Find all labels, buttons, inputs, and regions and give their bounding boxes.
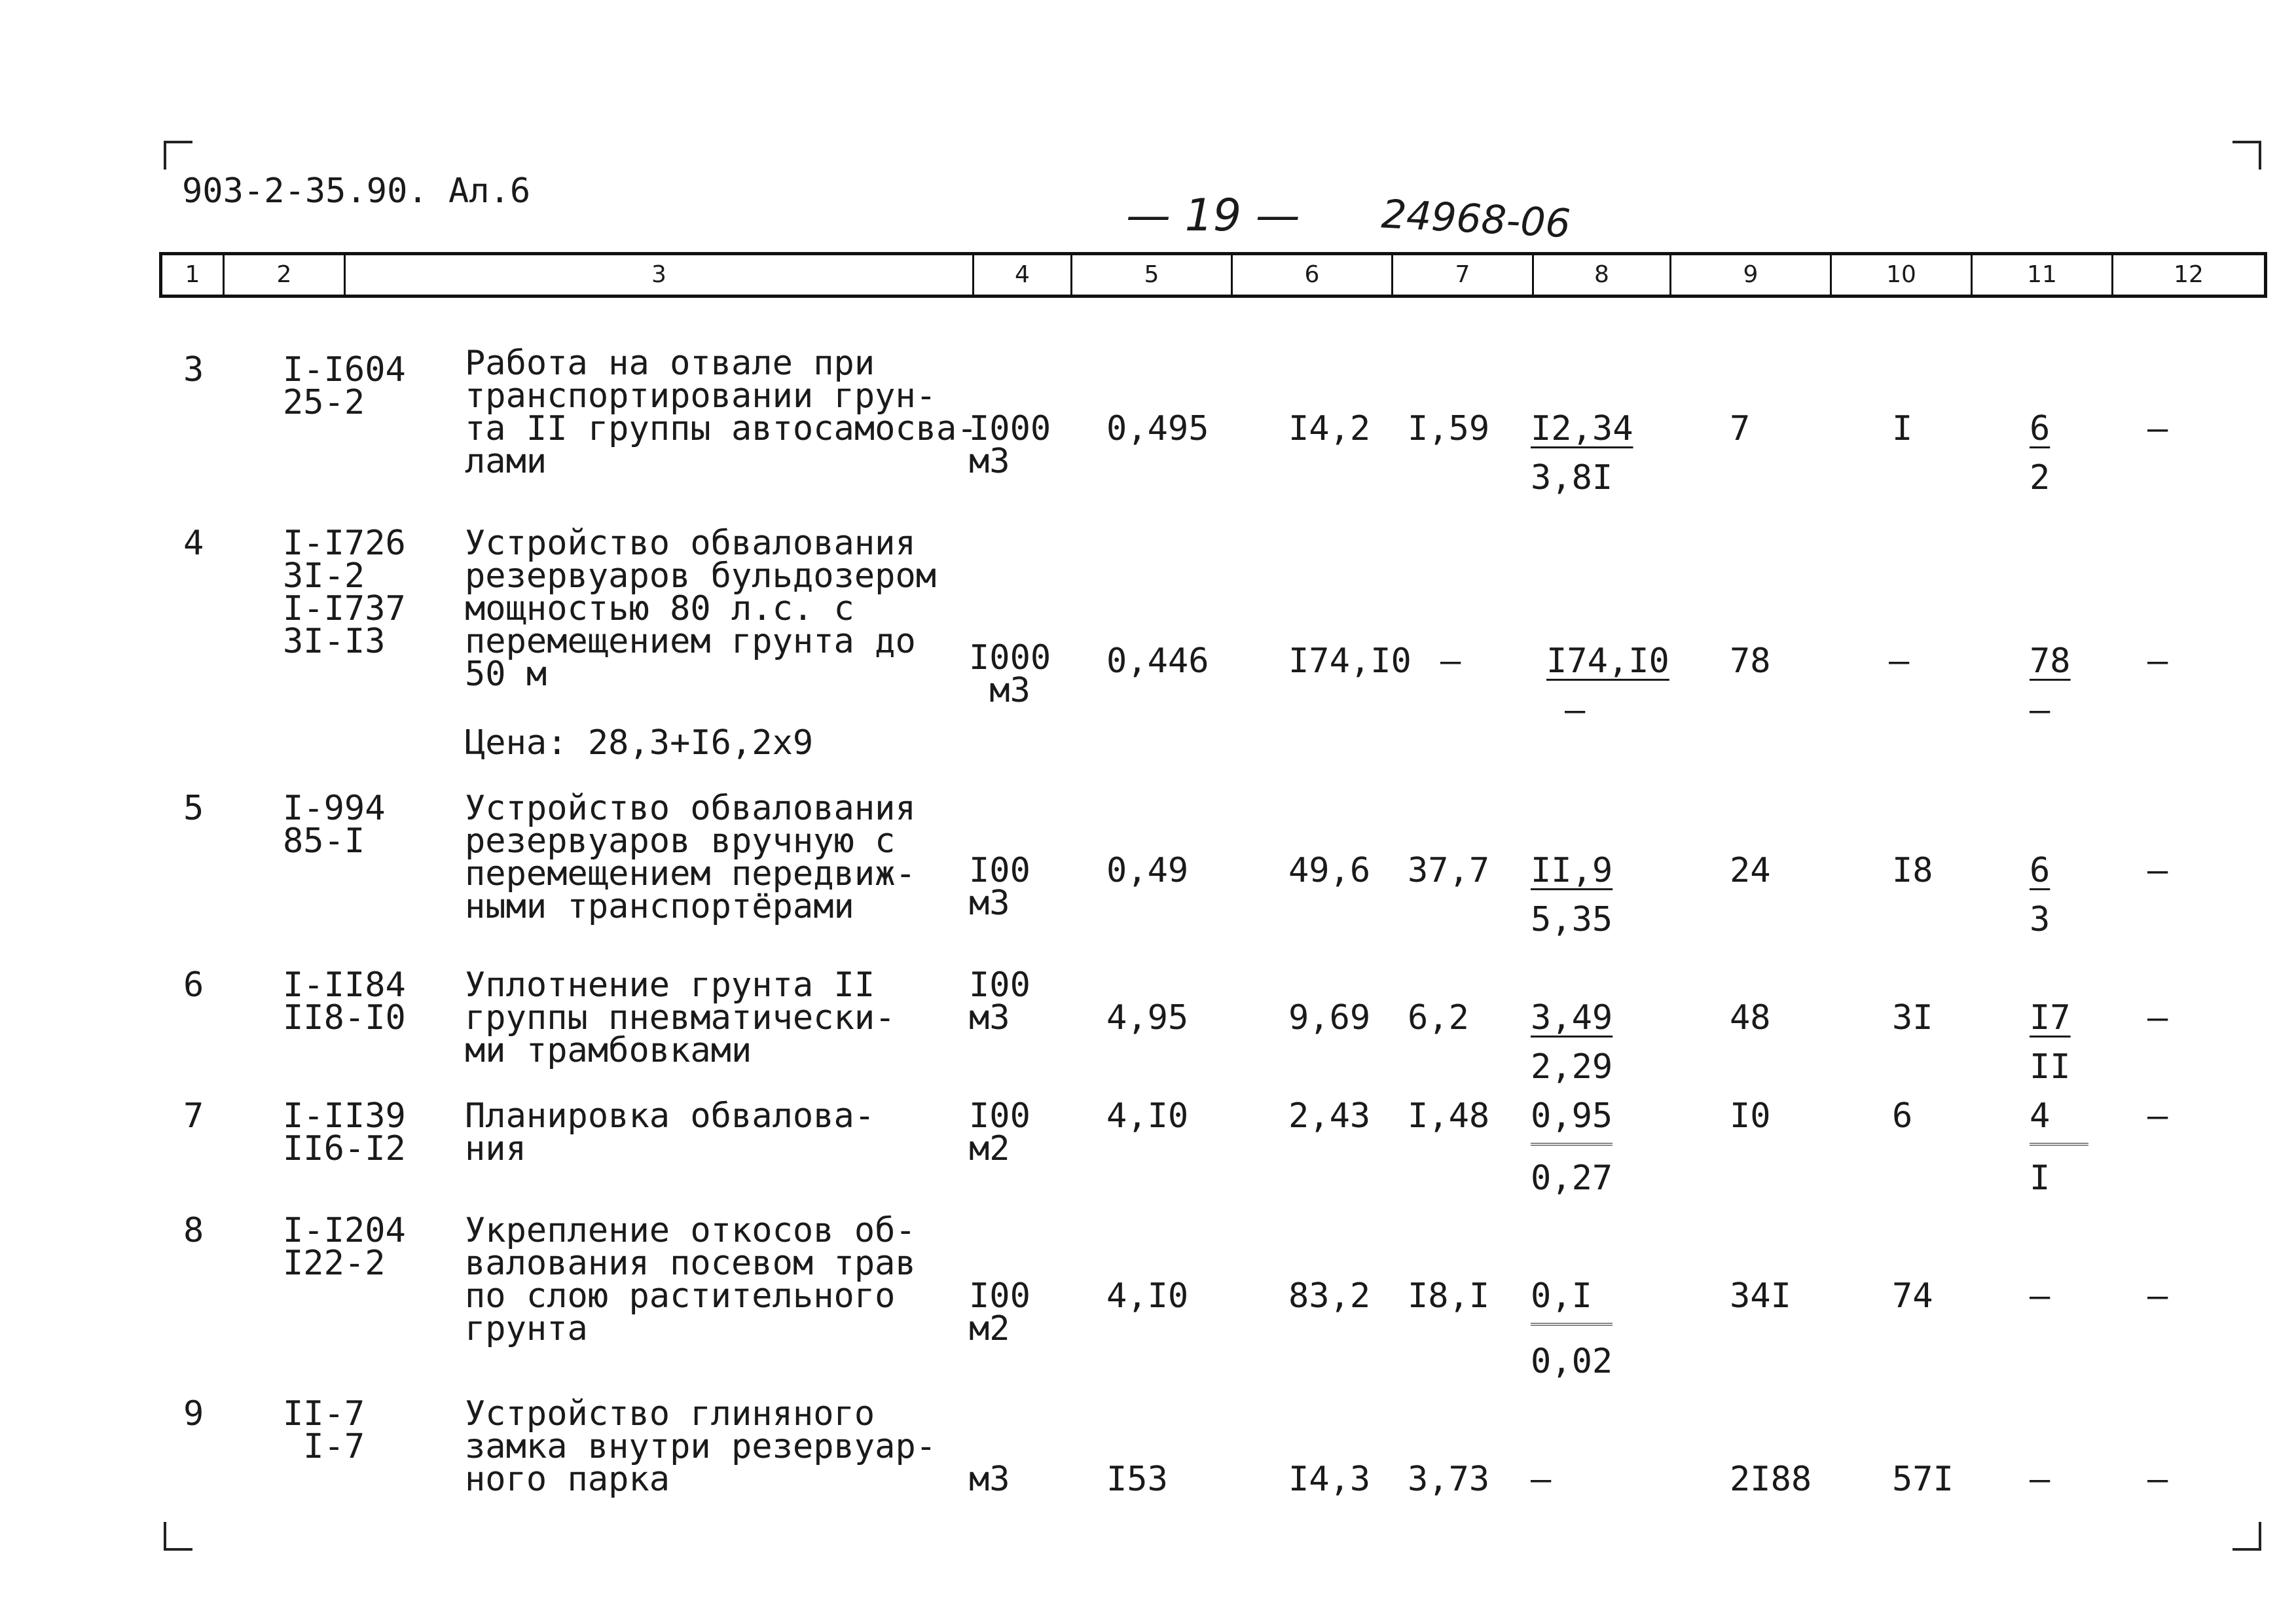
rate-code: II-7 I-7	[283, 1394, 365, 1466]
rate-code: I-II39 II6-I2	[283, 1096, 406, 1168]
corner-mark-bottom-left	[164, 1522, 192, 1551]
row-number: 7	[183, 1096, 204, 1136]
work-description: Укрепление откосов об- валования посевом трав по слою растительного грунта	[465, 1211, 916, 1348]
document-code: 903-2-35.90. Ал.6	[182, 171, 531, 211]
cell-col8-top: II,9	[1531, 851, 1613, 890]
corner-mark-top-left	[164, 141, 192, 170]
rate-code: I-994 85-I	[283, 789, 386, 861]
row-number: 4	[183, 524, 204, 563]
unit: I00 м2	[969, 1096, 1030, 1168]
column-header: 7	[1393, 255, 1534, 295]
column-header: 10	[1832, 255, 1973, 295]
cell-col8-bottom: 0,02	[1531, 1342, 1613, 1381]
work-description: Планировка обвалова- ния	[465, 1096, 875, 1168]
quantity: I53	[1106, 1460, 1168, 1499]
column-header: 3	[346, 255, 974, 295]
cell-col11-bottom: 3	[2030, 900, 2050, 939]
cell-col11-top: I7	[2030, 998, 2071, 1038]
cell-col8-top: I74,I0	[1546, 641, 1669, 681]
cell-col8-bottom: 3,8I	[1531, 458, 1613, 497]
fraction-line	[2030, 1139, 2088, 1146]
cell-col7: I8,I	[1408, 1276, 1490, 1316]
quantity: 0,446	[1106, 641, 1209, 681]
cell-col9: 48	[1730, 998, 1771, 1038]
quantity: 4,I0	[1106, 1096, 1189, 1136]
cell-col10: 57I	[1892, 1460, 1954, 1499]
work-description: Уплотнение грунта II группы пневматически- ми трамбовками	[465, 965, 896, 1070]
work-description: Устройство обвалования резервуаров бульдозером мощностью 80 л.с. с перемещением грунта до 50 м	[465, 524, 937, 694]
cell-col10: 74	[1892, 1276, 1933, 1316]
row-number: 6	[183, 965, 204, 1005]
cell-col8-bottom: —	[1565, 691, 1586, 730]
cell-col6: I4,2	[1288, 409, 1371, 448]
column-header: 11	[1973, 255, 2113, 295]
column-header: 2	[225, 255, 346, 295]
corner-mark-top-right	[2232, 141, 2261, 170]
column-header: 12	[2174, 261, 2204, 288]
cell-col11-top: —	[2030, 1460, 2050, 1499]
cell-col9: 2I88	[1730, 1460, 1812, 1499]
cell-col12: —	[2147, 851, 2168, 890]
quantity: 4,I0	[1106, 1276, 1189, 1316]
rate-code: I-I726 3I-2 I-I737 3I-I3	[283, 524, 406, 661]
cell-col8-top: 3,49	[1531, 998, 1613, 1038]
cell-col6: I4,3	[1288, 1460, 1371, 1499]
cell-col8-top: I2,34	[1531, 409, 1633, 448]
column-header: 8	[1534, 255, 1671, 295]
fraction-line	[1531, 1139, 1613, 1146]
unit: м3	[969, 1460, 1010, 1499]
cell-col12: —	[2147, 1276, 2168, 1316]
cell-col6: I74,I0	[1288, 641, 1412, 681]
cell-col8-top: 0,I	[1531, 1276, 1592, 1316]
cell-col7: I,59	[1408, 409, 1490, 448]
row-number: 9	[183, 1394, 204, 1434]
quantity: 4,95	[1106, 998, 1189, 1038]
unit: I00 м3	[969, 851, 1030, 923]
row-number: 3	[183, 350, 204, 389]
cell-col8-bottom: 2,29	[1531, 1047, 1613, 1087]
column-header-row	[159, 252, 2267, 298]
cell-col9: 78	[1730, 641, 1771, 681]
cell-col10: I8	[1892, 851, 1933, 890]
cell-col7: I,48	[1408, 1096, 1490, 1136]
column-header: 9	[1671, 255, 1832, 295]
cell-col9: 24	[1730, 851, 1771, 890]
cell-col7: —	[1440, 641, 1461, 681]
cell-col10: 3I	[1892, 998, 1933, 1038]
column-header: 1	[162, 255, 225, 295]
row-number: 8	[183, 1211, 204, 1250]
cell-col11-bottom: 2	[2030, 458, 2050, 497]
cell-col10: —	[1889, 641, 1910, 681]
unit: I00 м2	[969, 1276, 1030, 1348]
unit: I000 м3	[969, 409, 1051, 481]
cell-col11-top: 78	[2030, 641, 2071, 681]
cell-col7: 37,7	[1408, 851, 1490, 890]
fraction-line	[1531, 1319, 1613, 1326]
cell-col9: 34I	[1730, 1276, 1791, 1316]
cell-col8-bottom: 0,27	[1531, 1159, 1613, 1198]
cell-col11-top: 6	[2030, 851, 2050, 890]
unit: I00 м3	[969, 965, 1030, 1038]
corner-mark-bottom-right	[2232, 1522, 2261, 1551]
cell-col6: 9,69	[1288, 998, 1371, 1038]
column-header: 5	[1072, 255, 1233, 295]
cell-col10: 6	[1892, 1096, 1913, 1136]
cell-col10: I	[1892, 409, 1913, 448]
column-header: 6	[1233, 255, 1393, 295]
cell-col6: 83,2	[1288, 1276, 1371, 1316]
column-header: 4	[974, 255, 1072, 295]
cell-col7: 3,73	[1408, 1460, 1490, 1499]
cell-col12: —	[2147, 641, 2168, 681]
cell-col11-bottom: I	[2030, 1159, 2050, 1198]
cell-col11-bottom: —	[2030, 691, 2050, 730]
work-description: Работа на отвале при транспортировании грун- та II группы автосамосва- лами	[465, 344, 977, 481]
cell-col11-bottom: II	[2030, 1047, 2071, 1087]
cell-col11-top: 4	[2030, 1096, 2050, 1136]
cell-col12: —	[2147, 409, 2168, 448]
rate-code: I-II84 II8-I0	[283, 965, 406, 1038]
cell-col11-top: —	[2030, 1276, 2050, 1316]
work-description: Устройство обвалования резервуаров вручную с перемещением передвиж- ными транспортёрами	[465, 789, 916, 926]
cell-col12: —	[2147, 1460, 2168, 1499]
cell-col8-top: 0,95	[1531, 1096, 1613, 1136]
cell-col12: —	[2147, 1096, 2168, 1136]
document-id: 24968-06	[1380, 191, 1572, 247]
cell-col7: 6,2	[1408, 998, 1469, 1038]
cell-col11-top: 6	[2030, 409, 2050, 448]
quantity: 0,495	[1106, 409, 1209, 448]
cell-col6: 2,43	[1288, 1096, 1371, 1136]
price-note: Цена: 28,3+I6,2х9	[465, 723, 814, 763]
rate-code: I-I204 I22-2	[283, 1211, 406, 1283]
page-number: — 19 —	[1126, 190, 1300, 242]
cell-col8-bottom: 5,35	[1531, 900, 1613, 939]
cell-col6: 49,6	[1288, 851, 1371, 890]
cell-col9: I0	[1730, 1096, 1771, 1136]
work-description: Устройство глиняного замка внутри резервуар- ного парка	[465, 1394, 937, 1499]
rate-code: I-I604 25-2	[283, 350, 406, 422]
cell-col8-top: —	[1531, 1460, 1552, 1499]
row-number: 5	[183, 789, 204, 828]
unit: I000 м3	[969, 638, 1051, 710]
cell-col9: 7	[1730, 409, 1751, 448]
quantity: 0,49	[1106, 851, 1189, 890]
cell-col12: —	[2147, 998, 2168, 1038]
